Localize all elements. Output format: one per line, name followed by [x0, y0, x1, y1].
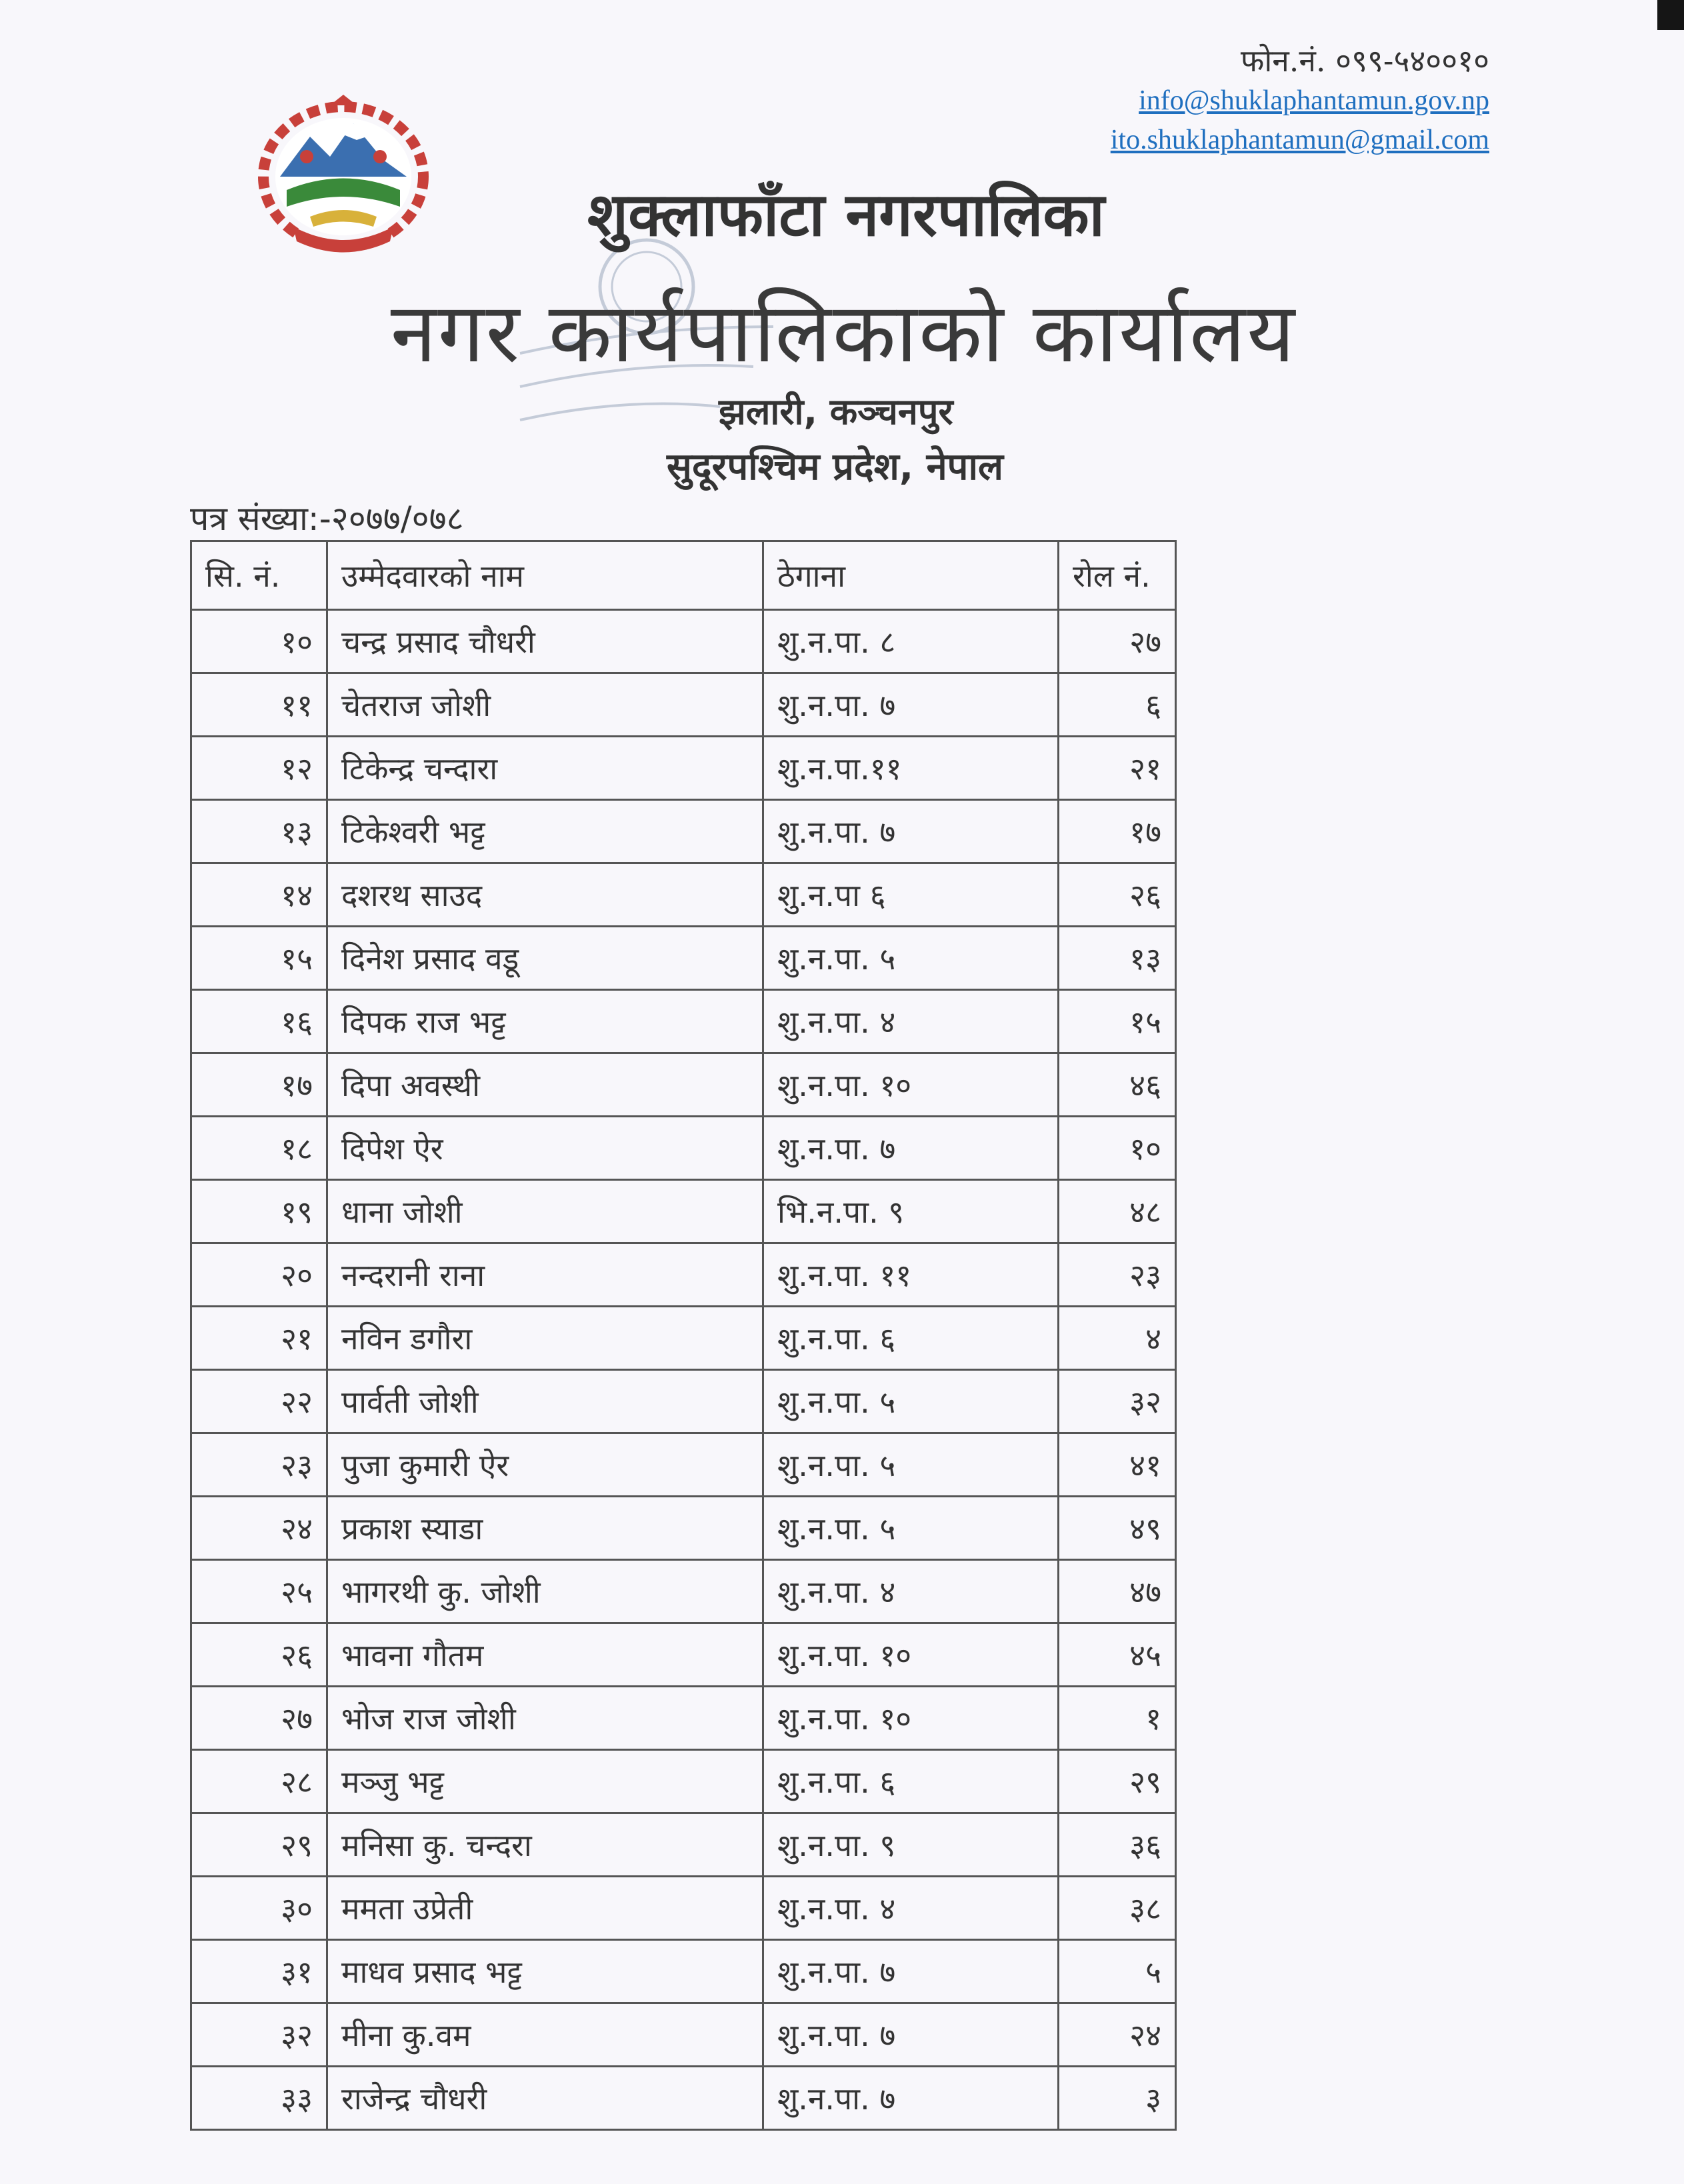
- table-row: [191, 1307, 1176, 1370]
- municipality-name-text: शुक्लाफाँटा नगरपालिका: [587, 180, 1105, 250]
- cell-address: शु.न.पा. ५: [763, 927, 1059, 990]
- cell-serial: १६: [191, 990, 327, 1053]
- cell-address: शु.न.पा. ६: [763, 1750, 1059, 1813]
- cell-name: भागरथी कु. जोशी: [327, 1560, 763, 1623]
- cell-roll: ६: [1059, 673, 1176, 737]
- header-roll: रोल नं.: [1059, 541, 1176, 610]
- cell-name: दिपा अवस्थी: [327, 1053, 763, 1117]
- cell-serial: १०: [191, 610, 327, 673]
- cell-serial: २०: [191, 1243, 327, 1307]
- cell-name: दिनेश प्रसाद वडू: [327, 927, 763, 990]
- table-header-row: [191, 541, 1176, 610]
- cell-name: माधव प्रसाद भट्ट: [327, 1940, 763, 2003]
- cell-serial: ३१: [191, 1940, 327, 2003]
- cell-roll: १: [1059, 1687, 1176, 1750]
- table-row: [191, 2003, 1176, 2067]
- address-line-2: सुदूरपश्चिम प्रदेश, नेपाल: [667, 445, 1003, 489]
- cell-roll: ३८: [1059, 1877, 1176, 1940]
- cell-name: भोज राज जोशी: [327, 1687, 763, 1750]
- table-row: [191, 1053, 1176, 1117]
- cell-serial: १३: [191, 800, 327, 863]
- cell-serial: २८: [191, 1750, 327, 1813]
- cell-serial: २७: [191, 1687, 327, 1750]
- cell-roll: २१: [1059, 737, 1176, 800]
- cell-name: टिकेश्वरी भट्ट: [327, 800, 763, 863]
- cell-name: नविन डगौरा: [327, 1307, 763, 1370]
- cell-serial: २९: [191, 1813, 327, 1877]
- cell-name: टिकेन्द्र चन्दारा: [327, 737, 763, 800]
- cell-address: शु.न.पा. ७: [763, 673, 1059, 737]
- cell-name: दिपक राज भट्ट: [327, 990, 763, 1053]
- cell-roll: ३: [1059, 2067, 1176, 2130]
- table-row: [191, 1813, 1176, 1877]
- scan-edge-mark: [1657, 0, 1684, 30]
- cell-roll: २३: [1059, 1243, 1176, 1307]
- cell-address: शु.न.पा. १०: [763, 1687, 1059, 1750]
- cell-roll: २७: [1059, 610, 1176, 673]
- cell-serial: २४: [191, 1497, 327, 1560]
- cell-serial: १२: [191, 737, 327, 800]
- header-serial: सि. नं.: [191, 541, 327, 610]
- cell-name: नन्दरानी राना: [327, 1243, 763, 1307]
- cell-address: शु.न.पा. ५: [763, 1370, 1059, 1433]
- cell-serial: १७: [191, 1053, 327, 1117]
- header-name: उम्मेदवारको नाम: [327, 541, 763, 610]
- cell-roll: १३: [1059, 927, 1176, 990]
- cell-serial: १९: [191, 1180, 327, 1243]
- cell-name: धाना जोशी: [327, 1180, 763, 1243]
- table-body: [191, 610, 1176, 2130]
- cell-address: शु.न.पा ६: [763, 863, 1059, 927]
- cell-roll: २६: [1059, 863, 1176, 927]
- cell-address: शु.न.पा. १०: [763, 1053, 1059, 1117]
- cell-address: शु.न.पा. ११: [763, 1243, 1059, 1307]
- cell-name: प्रकाश स्याडा: [327, 1497, 763, 1560]
- office-title: [0, 273, 1684, 386]
- cell-roll: ४१: [1059, 1433, 1176, 1497]
- cell-roll: ४६: [1059, 1053, 1176, 1117]
- cell-name: राजेन्द्र चौधरी: [327, 2067, 763, 2130]
- cell-roll: २४: [1059, 2003, 1176, 2067]
- cell-name: पुजा कुमारी ऐर: [327, 1433, 763, 1497]
- table-row: [191, 1687, 1176, 1750]
- table-row: [191, 990, 1176, 1053]
- table-row: [191, 863, 1176, 927]
- cell-name: ममता उप्रेती: [327, 1877, 763, 1940]
- cell-address: शु.न.पा. ४: [763, 990, 1059, 1053]
- cell-address: शु.न.पा. ६: [763, 1307, 1059, 1370]
- cell-name: चेतराज जोशी: [327, 673, 763, 737]
- cell-serial: ३३: [191, 2067, 327, 2130]
- cell-serial: २६: [191, 1623, 327, 1687]
- cell-address: शु.न.पा. १०: [763, 1623, 1059, 1687]
- cell-name: मनिसा कु. चन्दरा: [327, 1813, 763, 1877]
- cell-address: शु.न.पा. ४: [763, 1877, 1059, 1940]
- phone-number: फोन.नं. ०९९-५४००१०: [1240, 43, 1489, 79]
- cell-serial: १५: [191, 927, 327, 990]
- cell-address: शु.न.पा. ७: [763, 800, 1059, 863]
- cell-roll: १७: [1059, 800, 1176, 863]
- cell-serial: २५: [191, 1560, 327, 1623]
- address-line-1: झलारी, कञ्चनपुर: [719, 391, 953, 433]
- cell-name: दिपेश ऐर: [327, 1117, 763, 1180]
- cell-address: शु.न.पा. ७: [763, 1117, 1059, 1180]
- cell-address: शु.न.पा. ५: [763, 1433, 1059, 1497]
- cell-serial: १४: [191, 863, 327, 927]
- cell-name: चन्द्र प्रसाद चौधरी: [327, 610, 763, 673]
- table-row: [191, 673, 1176, 737]
- table-row: [191, 610, 1176, 673]
- cell-roll: ४५: [1059, 1623, 1176, 1687]
- cell-roll: ४: [1059, 1307, 1176, 1370]
- contact-block: [1111, 41, 1489, 161]
- cell-roll: १०: [1059, 1117, 1176, 1180]
- cell-roll: १५: [1059, 990, 1176, 1053]
- cell-name: दशरथ साउद: [327, 863, 763, 927]
- table-row: [191, 1433, 1176, 1497]
- email-link-1[interactable]: info@shuklaphantamun.gov.np: [1139, 85, 1489, 116]
- cell-serial: २१: [191, 1307, 327, 1370]
- cell-name: मञ्जु भट्ट: [327, 1750, 763, 1813]
- table-row: [191, 1560, 1176, 1623]
- cell-roll: २९: [1059, 1750, 1176, 1813]
- cell-serial: ११: [191, 673, 327, 737]
- email-link-2[interactable]: ito.shuklaphantamun@gmail.com: [1110, 125, 1489, 156]
- cell-serial: २२: [191, 1370, 327, 1433]
- letter-number: पत्र संख्या:-२०७७/०७८: [190, 499, 464, 538]
- cell-name: भावना गौतम: [327, 1623, 763, 1687]
- cell-address: शु.न.पा. ९: [763, 1813, 1059, 1877]
- office-title-text: नगर कार्यपालिकाको कार्यालय: [390, 285, 1297, 381]
- header-address: ठेगाना: [763, 541, 1059, 610]
- cell-address: शु.न.पा. ५: [763, 1497, 1059, 1560]
- cell-roll: ३६: [1059, 1813, 1176, 1877]
- municipality-name: [0, 172, 1684, 253]
- table-row: [191, 1750, 1176, 1813]
- table-row: [191, 2067, 1176, 2130]
- table-row: [191, 1940, 1176, 2003]
- cell-serial: ३२: [191, 2003, 327, 2067]
- cell-address: शु.न.पा. ७: [763, 1940, 1059, 2003]
- table-row: [191, 1243, 1176, 1307]
- table-row: [191, 1623, 1176, 1687]
- cell-serial: २३: [191, 1433, 327, 1497]
- cell-name: पार्वती जोशी: [327, 1370, 763, 1433]
- cell-serial: ३०: [191, 1877, 327, 1940]
- cell-roll: ३२: [1059, 1370, 1176, 1433]
- table-row: [191, 1117, 1176, 1180]
- table-row: [191, 1877, 1176, 1940]
- cell-roll: ४७: [1059, 1560, 1176, 1623]
- cell-roll: ४९: [1059, 1497, 1176, 1560]
- cell-address: शु.न.पा. ४: [763, 1560, 1059, 1623]
- table-row: [191, 1180, 1176, 1243]
- cell-serial: १८: [191, 1117, 327, 1180]
- cell-address: शु.न.पा. ७: [763, 2067, 1059, 2130]
- table-row: [191, 1497, 1176, 1560]
- table-row: [191, 800, 1176, 863]
- cell-address: शु.न.पा.११: [763, 737, 1059, 800]
- cell-roll: ४८: [1059, 1180, 1176, 1243]
- cell-name: मीना कु.वम: [327, 2003, 763, 2067]
- candidate-table: [190, 540, 1177, 2131]
- cell-address: शु.न.पा. ७: [763, 2003, 1059, 2067]
- table-row: [191, 1370, 1176, 1433]
- cell-address: भि.न.पा. ९: [763, 1180, 1059, 1243]
- cell-roll: ५: [1059, 1940, 1176, 2003]
- cell-address: शु.न.पा. ८: [763, 610, 1059, 673]
- table-row: [191, 737, 1176, 800]
- table-row: [191, 927, 1176, 990]
